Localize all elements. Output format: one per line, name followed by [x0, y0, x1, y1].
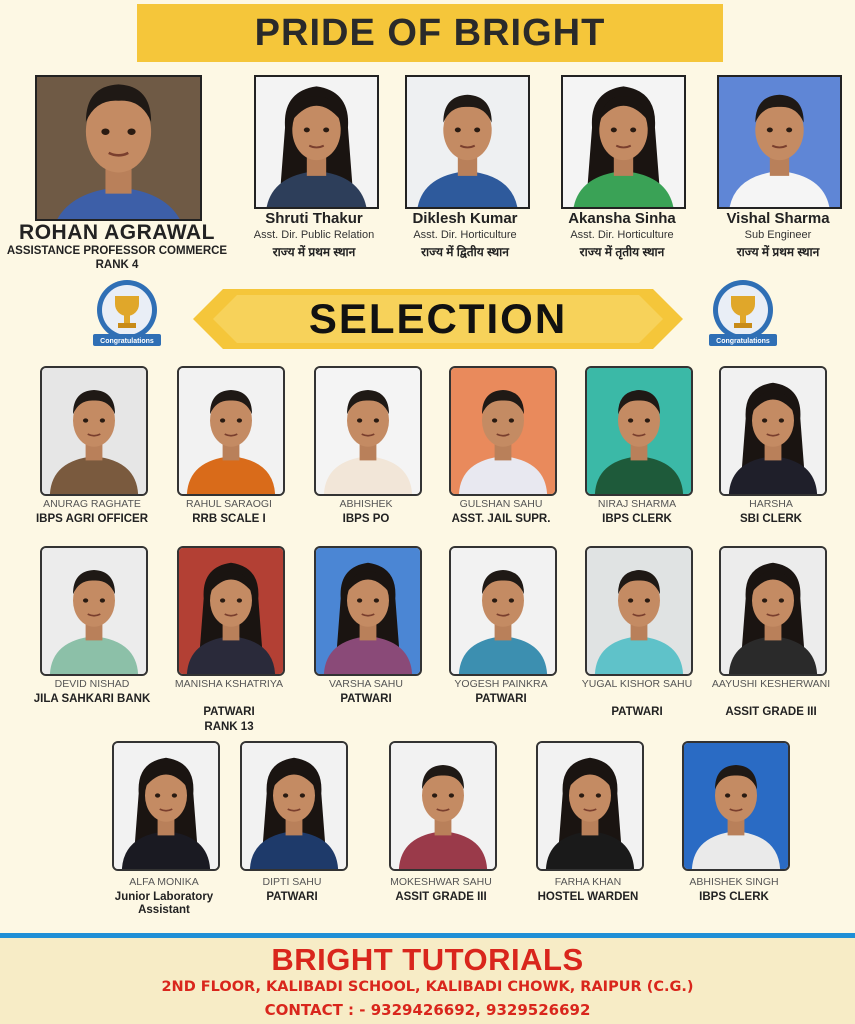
- selection-post: SBI CLERK: [740, 513, 802, 525]
- selection-post: RRB SCALE I: [192, 513, 266, 525]
- topper-rank: RANK 4: [95, 259, 139, 271]
- topper-state-rank: राज्य में तृतीय स्थान: [579, 245, 665, 259]
- topper-post: Asst. Dir. Public Relation: [253, 229, 375, 241]
- topper-post: Asst. Dir. Horticulture: [413, 229, 517, 241]
- selection-post: ASSIT GRADE III: [395, 891, 487, 903]
- selection-post: IBPS CLERK: [602, 513, 672, 525]
- topper-name: Akansha Sinha: [568, 210, 676, 227]
- selection-name: RAHUL SARAOGI: [186, 498, 272, 510]
- selection-rank: RANK 13: [204, 721, 254, 733]
- selection-name: NIRAJ SHARMA: [597, 498, 677, 510]
- badge-text-left: Congratulations: [100, 338, 154, 345]
- footer-contact: CONTACT : - 9329426692, 9329526692: [264, 1001, 591, 1019]
- selection-photo: [40, 546, 148, 676]
- selection-photo: [389, 741, 497, 871]
- selection-name: ABHISHEK: [339, 498, 393, 510]
- page-title: PRIDE OF BRIGHT: [137, 4, 723, 62]
- selection-name: HARSHA: [749, 498, 793, 510]
- topper-photo: [561, 75, 686, 209]
- selection-name: ABHISHEK SINGH: [689, 876, 779, 888]
- selection-photo: [40, 366, 148, 496]
- selection-post: JILA SAHKARI BANK: [33, 693, 151, 705]
- topper-state-rank: राज्य में प्रथम स्थान: [272, 245, 356, 259]
- selection-name: MOKESHWAR SAHU: [390, 876, 492, 888]
- selection-photo: [177, 366, 285, 496]
- selection-photo: [177, 546, 285, 676]
- selection-photo: [449, 546, 557, 676]
- topper-post: Asst. Dir. Horticulture: [570, 229, 674, 241]
- selection-name: FARHA KHAN: [554, 876, 622, 888]
- selection-photo: [314, 366, 422, 496]
- selection-post: PATWARI: [475, 693, 527, 705]
- selection-name: YOGESH PAINKRA: [454, 678, 548, 690]
- selection-post: IBPS CLERK: [699, 891, 769, 903]
- selection-photo: [585, 366, 693, 496]
- selection-photo: [585, 546, 693, 676]
- topper-state-rank: राज्य में द्वितीय स्थान: [421, 245, 509, 259]
- selection-name: MANISHA KSHATRIYA: [174, 678, 284, 690]
- selection-name: GULSHAN SAHU: [459, 498, 543, 510]
- topper-post: ASSISTANCE PROFESSOR COMMERCE: [6, 245, 228, 257]
- selection-post: IBPS AGRI OFFICER: [35, 513, 149, 525]
- trophy-badge-right: [703, 278, 783, 350]
- selection-photo: [314, 546, 422, 676]
- selection-post: PATWARI: [203, 706, 255, 718]
- selection-photo: [682, 741, 790, 871]
- badge-text-right: Congratulations: [716, 338, 770, 345]
- topper-state-rank: राज्य में प्रथम स्थान: [736, 245, 820, 259]
- selection-name: YUGAL KISHOR SAHU: [581, 678, 693, 690]
- selection-post: IBPS PO: [342, 513, 390, 525]
- topper-photo: [717, 75, 842, 209]
- topper-name: Vishal Sharma: [726, 210, 830, 227]
- selection-post: ASST. JAIL SUPR.: [451, 513, 551, 525]
- selection-name: ANURAG RAGHATE: [43, 498, 141, 510]
- selection-photo: [536, 741, 644, 871]
- trophy-badge-left: [87, 278, 167, 350]
- selection-heading: SELECTION: [308, 295, 568, 342]
- selection-name: VARSHA SAHU: [329, 678, 403, 690]
- topper-name: Shruti Thakur: [265, 210, 363, 227]
- selection-post: Junior Laboratory Assistant: [114, 891, 214, 917]
- topper-photo: [35, 75, 202, 221]
- selection-post: ASSIT GRADE III: [725, 706, 817, 718]
- topper-post: Sub Engineer: [744, 229, 812, 241]
- selection-photo: [112, 741, 220, 871]
- topper-name: ROHAN AGRAWAL: [19, 221, 215, 244]
- selection-photo: [449, 366, 557, 496]
- selection-name: AAYUSHI KESHERWANI: [711, 678, 831, 690]
- selection-name: DIPTI SAHU: [262, 876, 322, 888]
- selection-post: HOSTEL WARDEN: [537, 891, 639, 903]
- selection-photo: [240, 741, 348, 871]
- selection-photo: [719, 366, 827, 496]
- topper-photo: [254, 75, 379, 209]
- selection-name: DEVID NISHAD: [54, 678, 130, 690]
- selection-post: PATWARI: [611, 706, 663, 718]
- selection-post: PATWARI: [340, 693, 392, 705]
- selection-name: ALFA MONIKA: [129, 876, 199, 888]
- footer-address: 2ND FLOOR, KALIBADI SCHOOL, KALIBADI CHOWK, RAIPUR (C.G.): [161, 979, 694, 995]
- selection-photo: [719, 546, 827, 676]
- topper-photo: [405, 75, 530, 209]
- topper-name: Diklesh Kumar: [412, 210, 518, 227]
- footer-title: BRIGHT TUTORIALS: [271, 942, 584, 977]
- selection-post: PATWARI: [266, 891, 318, 903]
